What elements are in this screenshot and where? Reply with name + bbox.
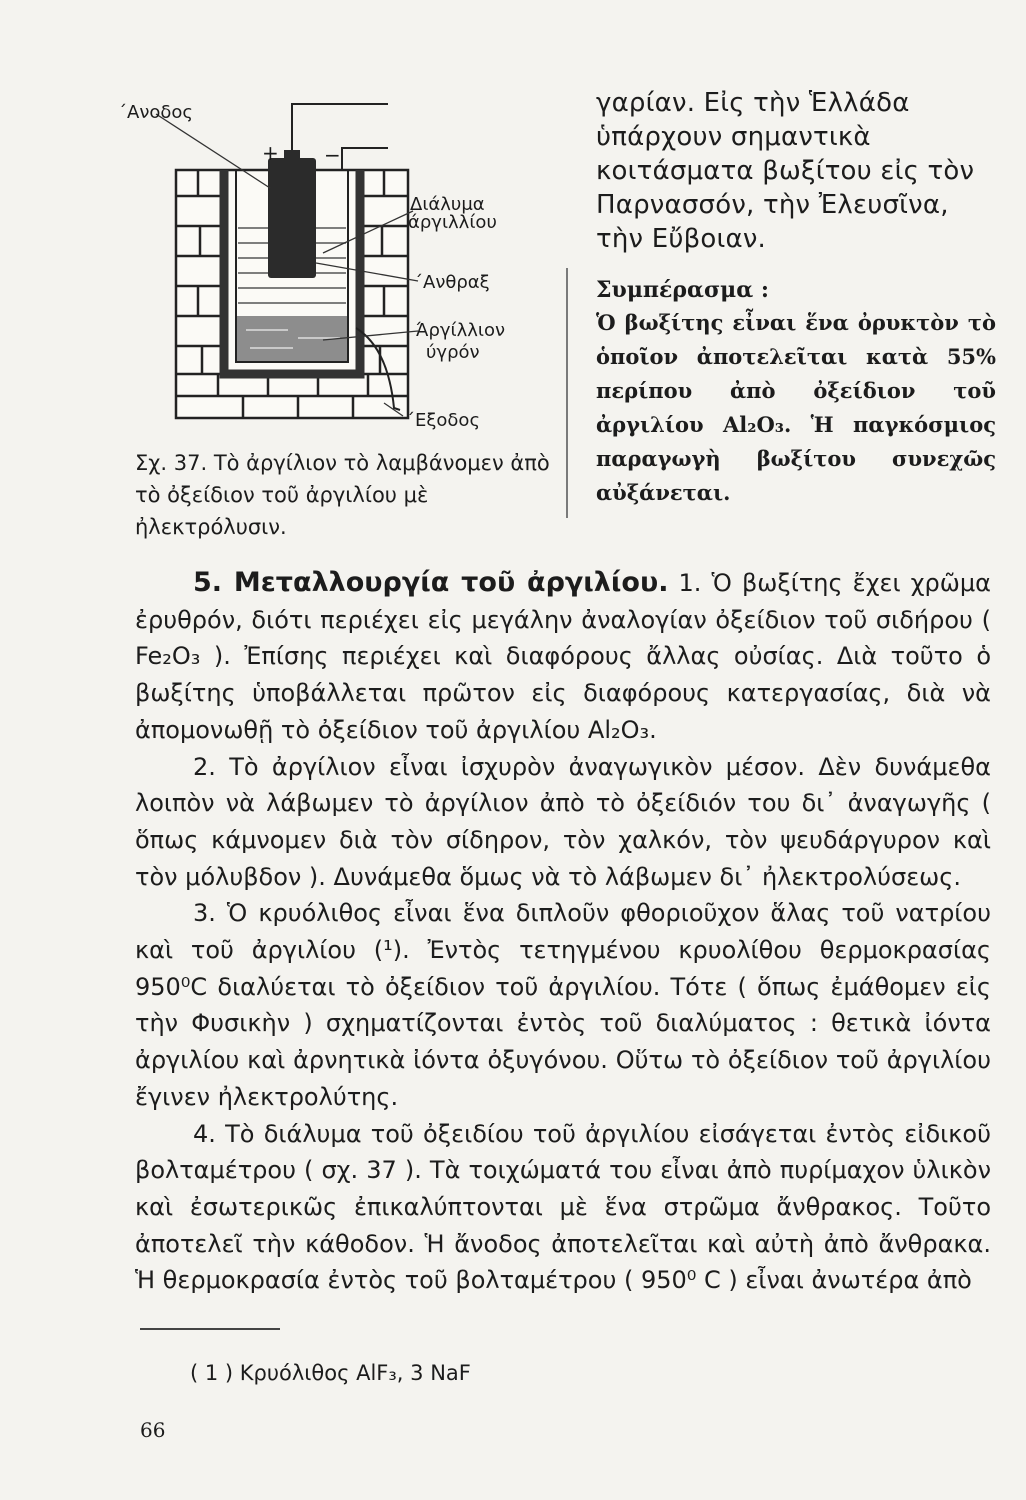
electrolysis-figure xyxy=(118,78,538,458)
figure-caption: Σχ. 37. Τὸ ἀργίλιον τὸ λαμβάνομεν ἀπὸ τὸ ὀξείδιον τοῦ ἀργιλίου μὲ ἠλεκτρόλυσιν. xyxy=(135,451,550,539)
label-aluminium-line2: ύγρόν xyxy=(426,342,480,363)
main-text xyxy=(135,565,991,1299)
paragraph-2: 2. Τὸ ἀργίλιον εἶναι ἰσχυρὸν ἀναγωγικὸν μέσον. Δὲν δυνάμεθα λοιπὸν νὰ λάβωμεν τὸ ἀργίλιον ἀπὸ τὸ ὀξείδιόν του δι᾽ ἀναγωγῆς ( ὅπως κάμνομεν διὰ τὸν σίδηρον, τὸν χαλκόν, τὸν ψευδάργυρον καὶ τὸν μόλυβδον ). Δυνάμεθα ὅμως νὰ τὸ λάβωμεν δι᾽ ἠλεκτρολύσεως. xyxy=(135,752,991,891)
right-column-text: γαρίαν. Εἰς τὴν Ἑλλάδα ὑπάρχουν σημαντικὰ κοιτάσματα βωξίτου εἰς τὸν Παρνασσόν, τὴν Ἐλευσῖνα, τὴν Εὔβοιαν. xyxy=(596,88,975,254)
label-solution-line1: Διάλυμα xyxy=(410,194,485,215)
conclusion-text: Ὁ βωξίτης εἶναι ἕνα ὀρυκτὸν τὸ ὁποῖον ἀποτελεῖται κατὰ 55% περίπου ἀπὸ ὀξείδιον τοῦ ἀργιλίου Al₂O₃. Ἡ παγκόσμιος παραγωγὴ βωξίτου συνεχῶς αὐξάνεται. xyxy=(596,310,996,505)
column-divider xyxy=(566,268,568,518)
right-column xyxy=(596,86,996,510)
label-minus: − xyxy=(324,143,341,167)
paragraph-3: 3. Ὁ κρυόλιθος εἶναι ἕνα διπλοῦν φθοριοῦχον ἅλας τοῦ νατρίου καὶ τοῦ ἀργιλίου (¹). Ἐντὸς τετηγμένου κρυολίθου θερμοκρασίας 950⁰C διαλύεται τὸ ὀξείδιον τοῦ ἀργιλίου. Τότε ( ὅπως ἐμάθομεν εἰς τὴν Φυσικὴν ) σχηματίζονται ἐντὸς τοῦ διαλύματος : θετικὰ ἰόντα ἀργιλίου καὶ ἀρνητικὰ ἰόντα ὀξυγόνου. Οὕτω τὸ ὀξείδιον τοῦ ἀργιλίου ἔγινεν ἠλεκτρολύτης. xyxy=(135,899,991,1111)
footnote-rule xyxy=(140,1328,280,1330)
conclusion-title: Συμπέρασμα : xyxy=(596,277,769,303)
page-number: 66 xyxy=(140,1418,166,1442)
section-heading: 5. Μεταλλουργία τοῦ ἀργιλίου. xyxy=(193,567,669,598)
label-outlet: ΄Εξοδος xyxy=(406,410,481,431)
paragraph-1 xyxy=(135,565,991,749)
label-solution-line2: άργιλλίου xyxy=(408,212,497,233)
electrolytic-cell-diagram xyxy=(118,78,538,458)
label-aluminium-line1: Άργίλλιον xyxy=(416,320,506,341)
label-carbon: ΄Ανθραξ xyxy=(414,272,490,293)
footnote: ( 1 ) Κρυόλιθος AlF₃, 3 NaF xyxy=(190,1361,471,1385)
paragraph-4: 4. Τὸ διάλυμα τοῦ ὀξειδίου τοῦ ἀργιλίου εἰσάγεται ἐντὸς εἰδικοῦ βολταμέτρου ( σχ. 37 ). Τὰ τοιχώματά του εἶναι ἀπὸ πυρίμαχον ὑλικὸν καὶ ἐσωτερικῶς ἐπικαλύπτονται μὲ ἕνα στρῶμα ἄνθρακος. Τοῦτο ἀποτελεῖ τὴν κάθοδον. Ἡ ἄνοδος ἀποτελεῖται καὶ αὐτὴ ἀπὸ ἄνθρακα. Ἡ θερμοκρασία ἐντὸς τοῦ βολταμέτρου ( 950⁰ C ) εἶναι ἀνωτέρα ἀπὸ xyxy=(135,1119,991,1295)
paragraph-1-text: 1. Ὁ βωξίτης ἔχει χρῶμα ἐρυθρόν, διότι περιέχει εἰς μεγάλην ἀναλογίαν ὀξείδιον τοῦ σιδήρου ( Fe₂O₃ ). Ἐπίσης περιέχει καὶ διαφόρους ἄλλας οὐσίας. Διὰ τοῦτο ὁ βωξίτης ὑποβάλλεται πρῶτον εἰς διαφόρους κατεργασίας, διὰ νὰ ἀπομονωθῇ τὸ ὀξείδιον τοῦ ἀργιλίου Al₂O₃. xyxy=(135,569,991,744)
label-plus: + xyxy=(262,141,279,165)
label-anode: ΄Ανοδος xyxy=(118,102,193,123)
